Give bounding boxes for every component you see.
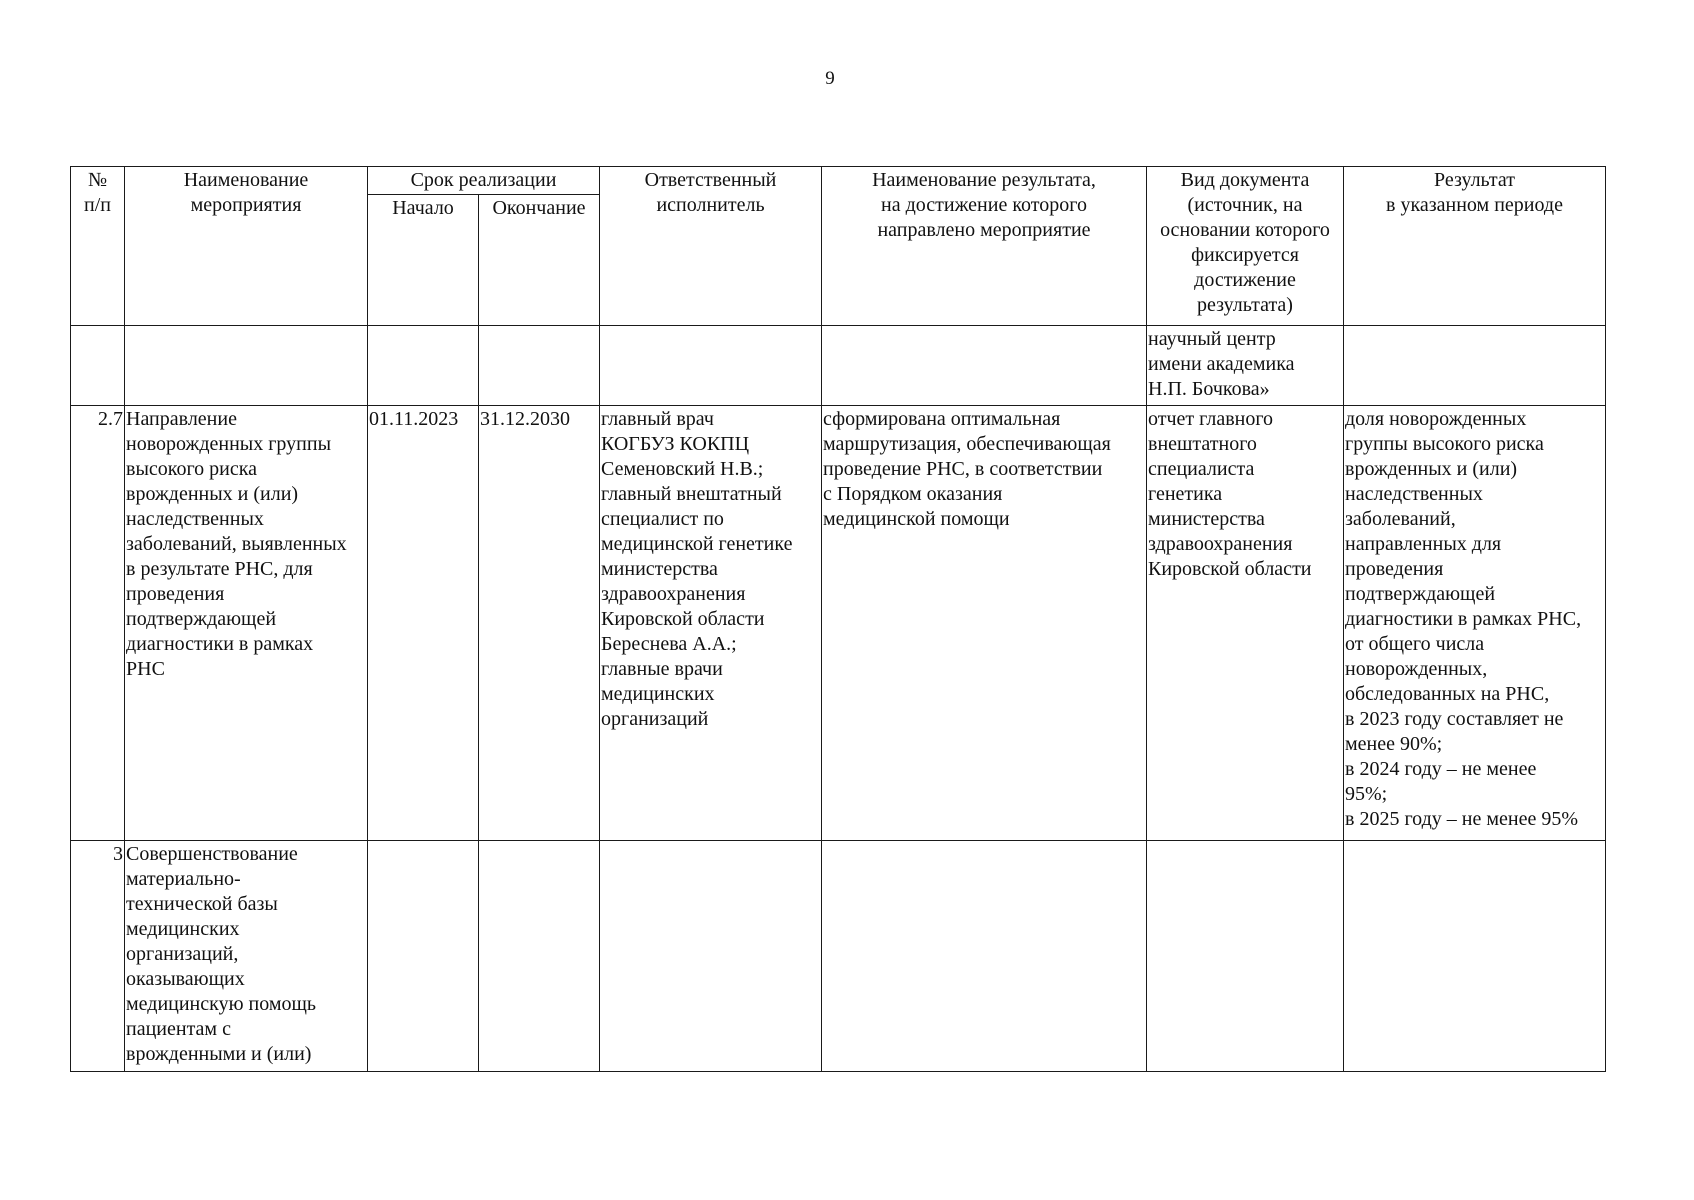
cell-responsible: главный врач КОГБУЗ КОКПЦ Семеновский Н.В.; главный внештатный специалист по медицинской генетике министерства здравоохранения Кировской области Береснева А.А.; главные врачи медицинских организаций <box>600 406 822 841</box>
cell-result-name <box>822 326 1147 406</box>
activities-table <box>70 166 1606 1072</box>
cell-num: 2.7 <box>71 406 125 841</box>
cell-result: доля новорожденных группы высокого риска врожденных и (или) наследственных заболеваний, направленных для проведения подтверждающей диагностики в рамках РНС, от общего числа новорожденных, обследованных на РНС, в 2023 году составляет не менее 90%; в 2024 году – не менее 95%; в 2025 году – не менее 95% <box>1344 406 1606 841</box>
header-end: Окончание <box>479 195 600 326</box>
table-row <box>71 406 1606 841</box>
header-row <box>71 167 1606 195</box>
cell-num <box>71 326 125 406</box>
header-name: Наименование мероприятия <box>125 167 368 326</box>
cell-end <box>479 326 600 406</box>
cell-name: Совершенствование материально- технической базы медицинских организаций, оказывающих медицинскую помощь пациентам с врожденными и (или) <box>125 841 368 1072</box>
header-period: Срок реализации <box>368 167 600 195</box>
table-row <box>71 326 1606 406</box>
header-result: Результат в указанном периоде <box>1344 167 1606 326</box>
cell-start <box>368 841 479 1072</box>
header-doc-type: Вид документа (источник, на основании которого фиксируется достижение результата) <box>1147 167 1344 326</box>
header-start: Начало <box>368 195 479 326</box>
cell-responsible <box>600 841 822 1072</box>
cell-name <box>125 326 368 406</box>
cell-end: 31.12.2030 <box>479 406 600 841</box>
cell-doc-type: научный центр имени академика Н.П. Бочкова» <box>1147 326 1344 406</box>
cell-name: Направление новорожденных группы высокого риска врожденных и (или) наследственных заболеваний, выявленных в результате РНС, для проведения подтверждающей диагностики в рамках РНС <box>125 406 368 841</box>
table-row <box>71 841 1606 1072</box>
cell-start <box>368 326 479 406</box>
header-num: № п/п <box>71 167 125 326</box>
cell-doc-type <box>1147 841 1344 1072</box>
cell-result-name <box>822 841 1147 1072</box>
page-number: 9 <box>825 68 835 89</box>
cell-result <box>1344 841 1606 1072</box>
header-result-name: Наименование результата, на достижение которого направлено мероприятие <box>822 167 1147 326</box>
cell-end <box>479 841 600 1072</box>
cell-result <box>1344 326 1606 406</box>
cell-num: 3 <box>71 841 125 1072</box>
cell-doc-type: отчет главного внештатного специалиста генетика министерства здравоохранения Кировской области <box>1147 406 1344 841</box>
cell-responsible <box>600 326 822 406</box>
header-responsible: Ответственный исполнитель <box>600 167 822 326</box>
cell-result-name: сформирована оптимальная маршрутизация, обеспечивающая проведение РНС, в соответствии с Порядком оказания медицинской помощи <box>822 406 1147 841</box>
cell-start: 01.11.2023 <box>368 406 479 841</box>
